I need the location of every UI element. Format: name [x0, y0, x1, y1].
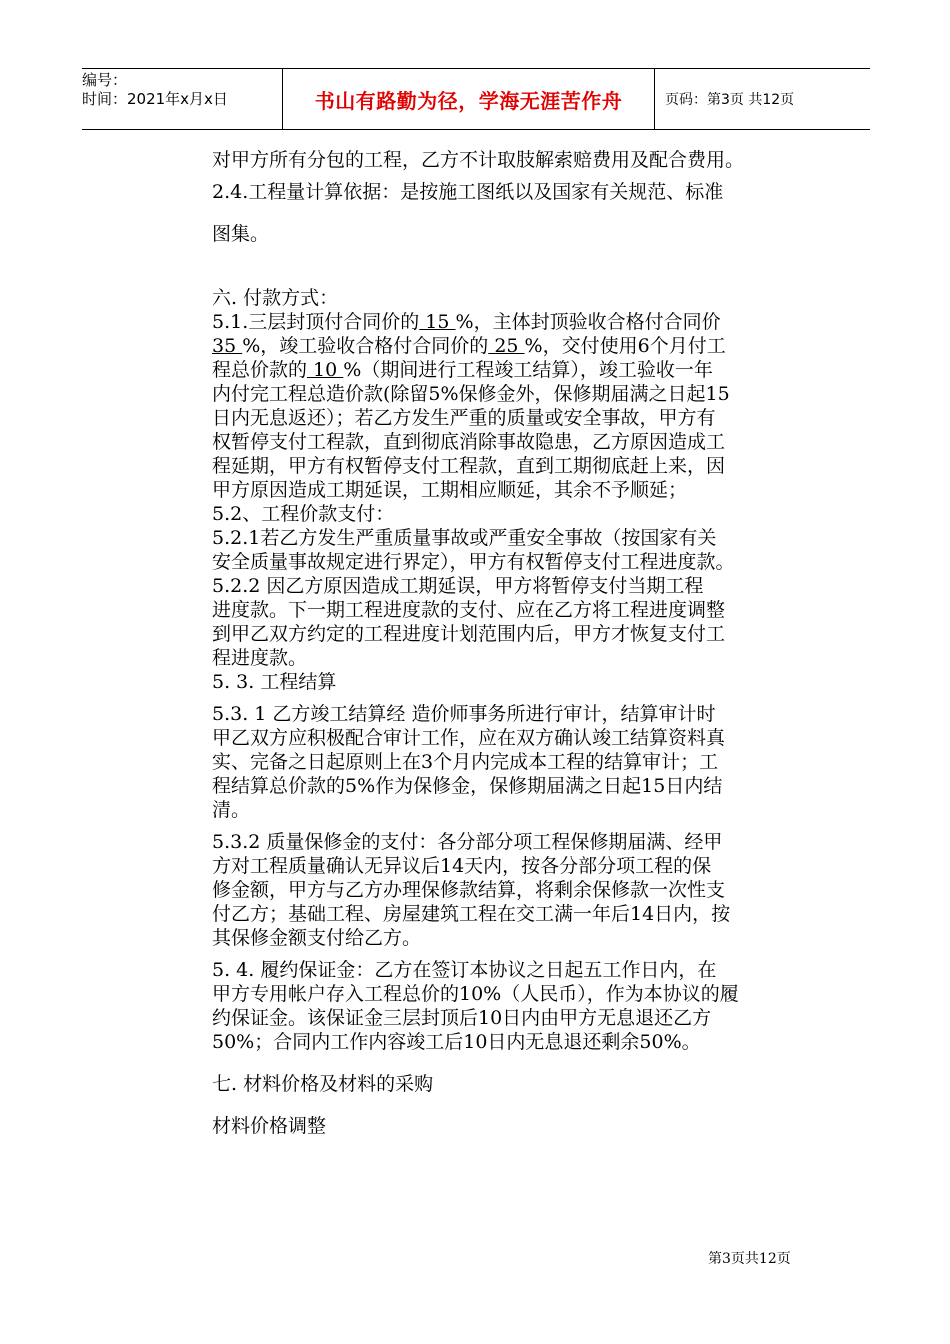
blank-value: 35 — [212, 335, 243, 357]
text-line: 程进度款。 — [212, 647, 308, 669]
text-line: 到甲乙双方约定的工程进度计划范围内后，甲方才恢复支付工 — [212, 623, 726, 645]
text-line: 日内无息返还）；若乙方发生严重的质量或安全事故，甲方有 — [212, 407, 716, 429]
text-line: 安全质量事故规定进行界定），甲方有权暂停支付工程进度款。 — [212, 551, 735, 573]
section-heading: 七. 材料价格及材料的采购 — [212, 1073, 434, 1095]
text-line: 2.4.工程量计算依据：是按施工图纸以及国家有关规范、标准 — [212, 181, 724, 203]
text-line: 程延期，甲方有权暂停支付工程款，直到工期彻底赶上来，因 — [212, 455, 726, 477]
text-line: 甲方专用帐户存入工程总价的10%（人民币），作为本协议的履 — [212, 983, 739, 1005]
page-header — [82, 68, 870, 130]
text-line: 约保证金。该保证金三层封顶后10日内由甲方无息退还乙方 — [212, 1007, 712, 1029]
text-line: 5.1.三层封顶付合同价的 15 %，主体封顶验收合格付合同价 — [212, 311, 721, 333]
text-line: 35 %，竣工验收合格付合同价的 25 %，交付使用6个月付工 — [212, 335, 726, 357]
text-line: 程结算总价款的5%作为保修金，保修期届满之日起15日内结 — [212, 775, 723, 797]
text-line: 权暂停支付工程款，直到彻底消除事故隐患，乙方原因造成工 — [212, 431, 726, 453]
text-line: 图集。 — [212, 223, 270, 245]
document-number: 编号： — [82, 71, 128, 89]
text-line: 对甲方所有分包的工程，乙方不计取肢解索赔费用及配合费用。 — [212, 149, 745, 171]
text-line: 甲方原因造成工期延误，工期相应顺延，其余不予顺延； — [212, 479, 688, 501]
text-line: 5.2、工程价款支付： — [212, 503, 395, 525]
text-line: 程总价款的 10 %（期间进行工程竣工结算），竣工验收一年 — [212, 359, 713, 381]
blank-value: 25 — [488, 335, 525, 357]
header-motto: 书山有路勤为径，学海无涯苦作舟 — [283, 69, 655, 129]
text-line: 材料价格调整 — [212, 1115, 327, 1137]
section-heading: 六. 付款方式： — [212, 287, 339, 309]
text-line: 5.2.1若乙方发生严重质量事故或严重安全事故（按国家有关 — [212, 527, 717, 549]
text-line: 实、完备之日起原则上在3个月内完成本工程的结算审计；工 — [212, 751, 719, 773]
text-line: 进度款。下一期工程进度款的支付、应在乙方将工程进度调整 — [212, 599, 726, 621]
text-line: 修金额，甲方与乙方办理保修款结算，将剩余保修款一次性支 — [212, 879, 726, 901]
header-page-code: 页码：第3页 共12页 — [665, 92, 795, 108]
text-line: 5.3. 1 乙方竣工结算经 造价师事务所进行审计，结算审计时 — [212, 703, 716, 725]
text-line: 付乙方；基础工程、房屋建筑工程在交工满一年后14日内，按 — [212, 903, 731, 925]
page-footer: 第3页共12页 — [708, 1251, 791, 1267]
text-line: 5.3.2 质量保修金的支付：各分部分项工程保修期届满、经甲 — [212, 831, 723, 853]
header-meta — [82, 69, 283, 129]
text-line: 其保修金额支付给乙方。 — [212, 927, 422, 949]
blank-value: 10 — [307, 359, 344, 381]
text-line: 方对工程质量确认无异议后14天内，按各分部分项工程的保 — [212, 855, 712, 877]
text-line: 5. 4. 履约保证金：乙方在签订本协议之日起五工作日内，在 — [212, 959, 717, 981]
document-date: 时间：2021年x月x日 — [82, 90, 228, 108]
text-line: 50%；合同内工作内容竣工后10日内无息退还剩余50%。 — [212, 1031, 701, 1053]
text-line: 5.2.2 因乙方原因造成工期延误，甲方将暂停支付当期工程 — [212, 575, 704, 597]
blank-value: 15 — [419, 311, 456, 333]
text-line: 清。 — [212, 799, 251, 821]
text-line: 甲乙双方应积极配合审计工作，应在双方确认竣工结算资料真 — [212, 727, 726, 749]
text-line: 内付完工程总造价款(除留5%保修金外，保修期届满之日起15 — [212, 383, 730, 405]
section-heading: 5. 3. 工程结算 — [212, 671, 337, 693]
document-body — [212, 148, 812, 1138]
